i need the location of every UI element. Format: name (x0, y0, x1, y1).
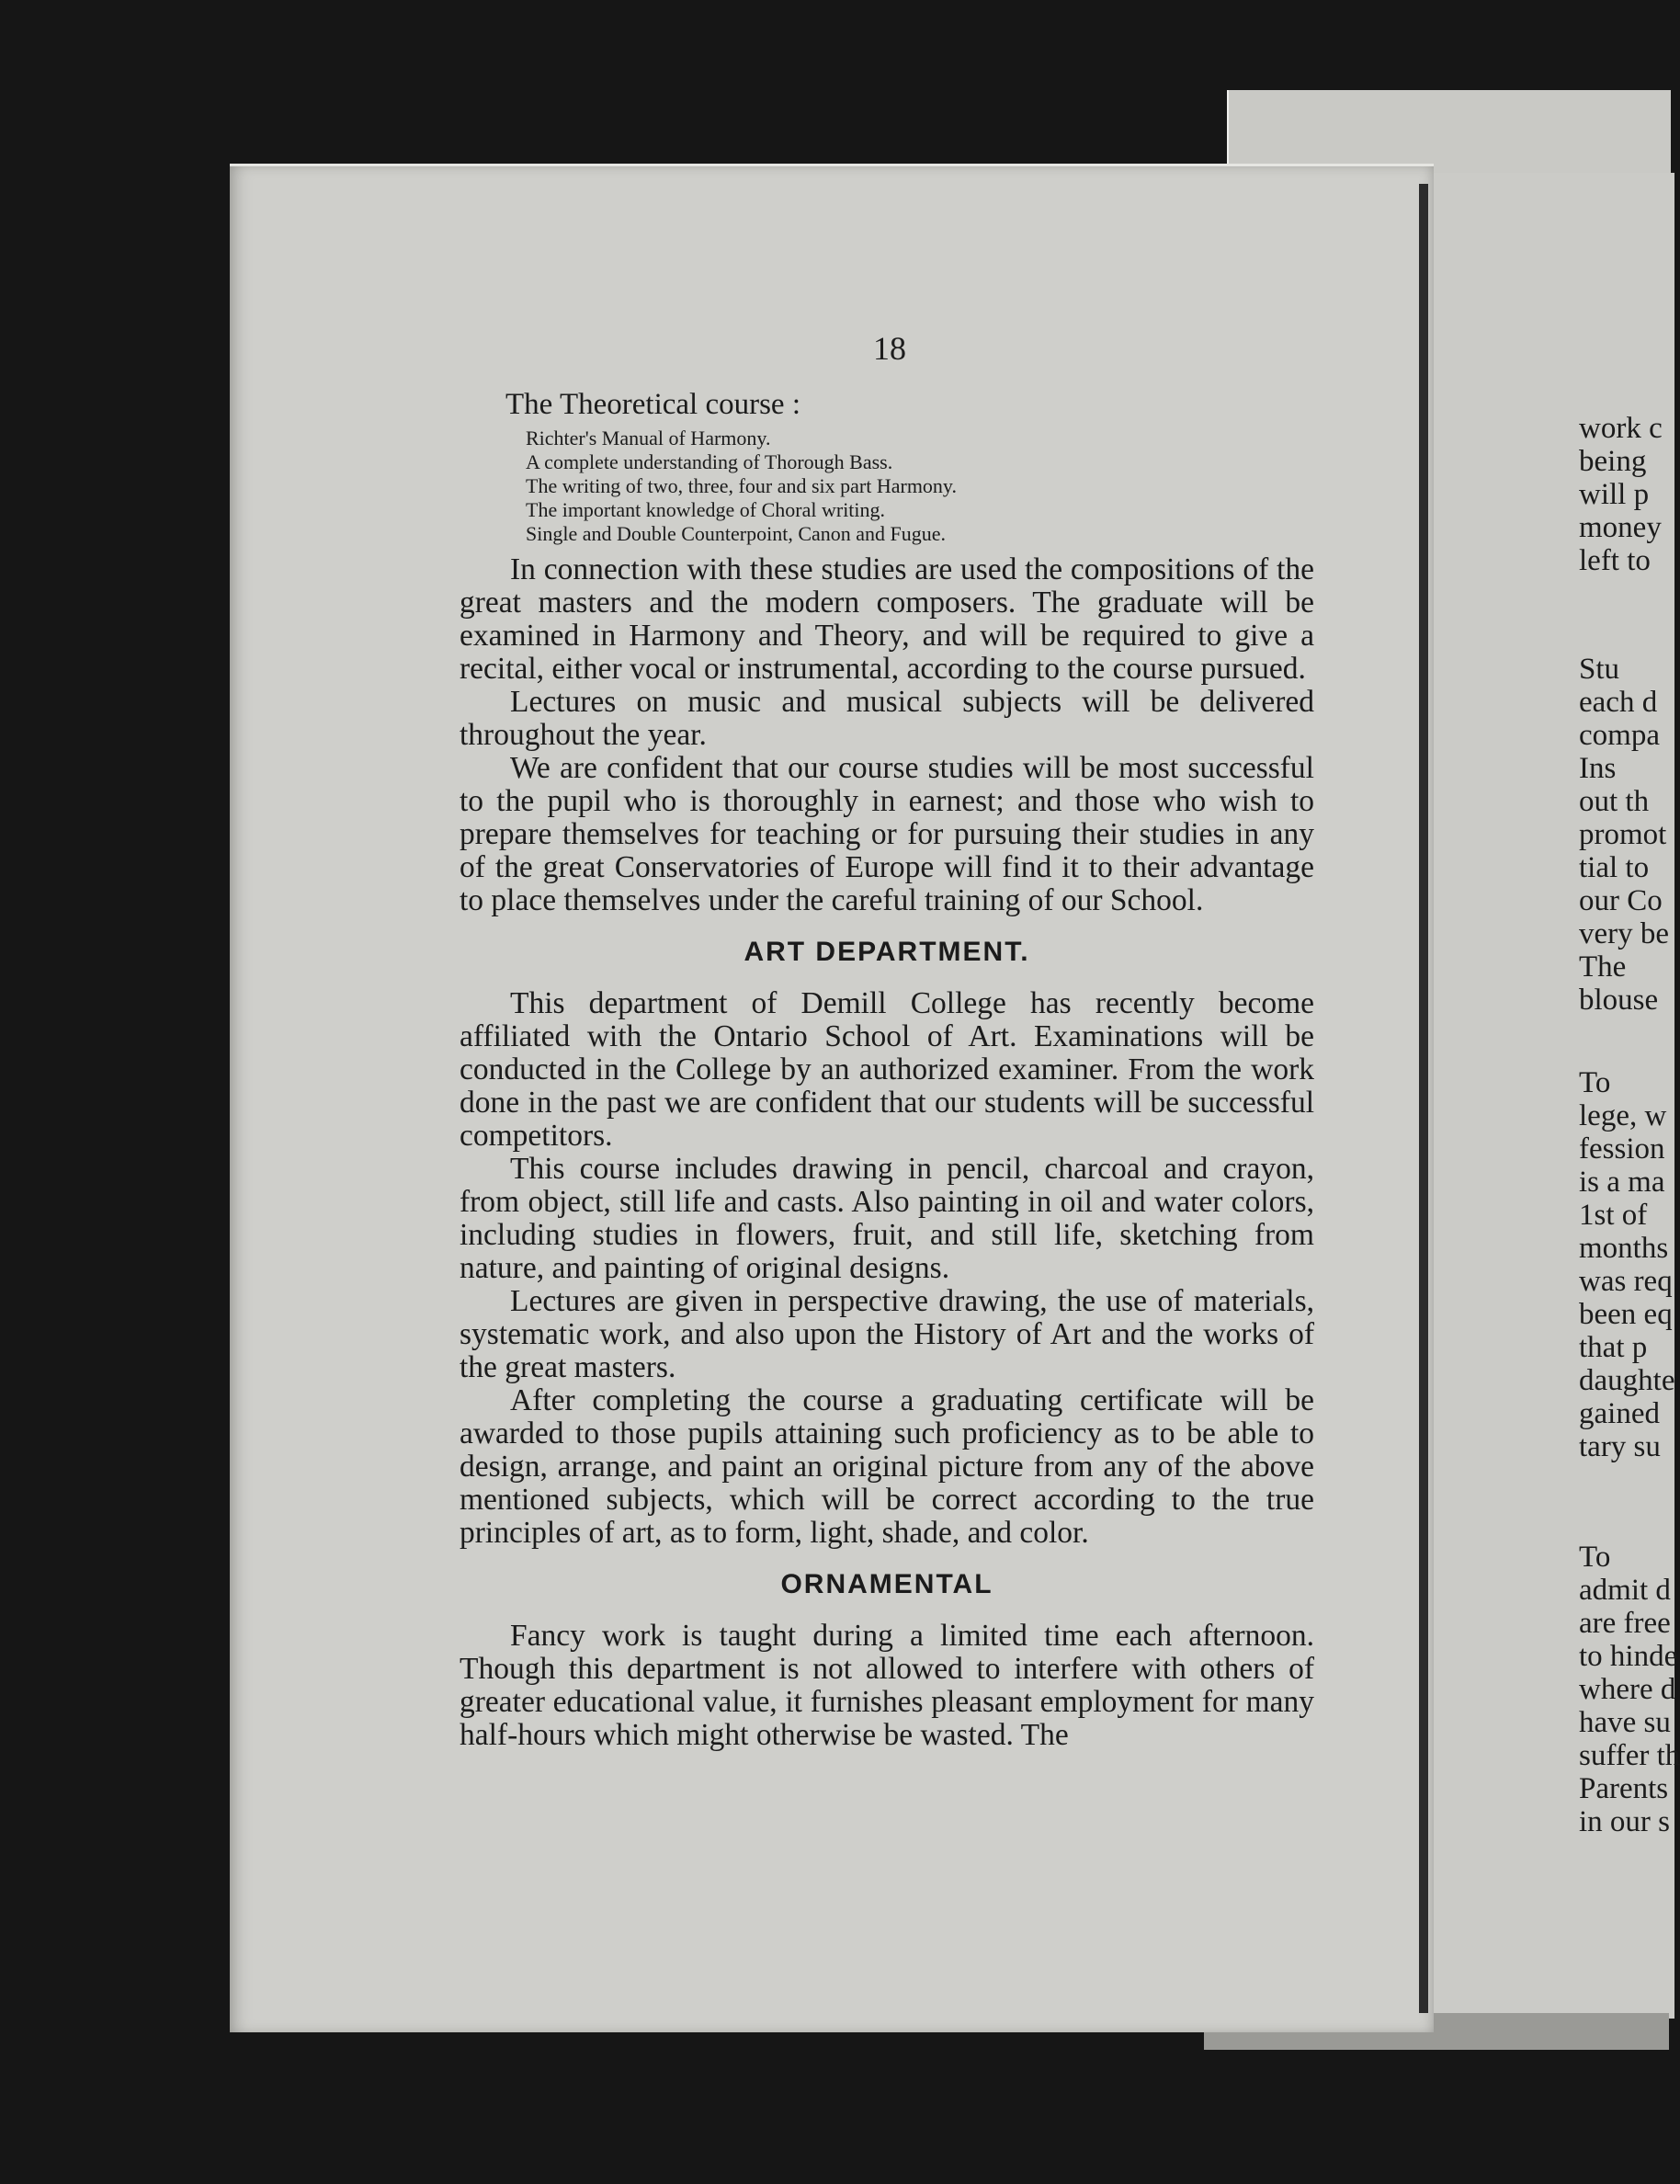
art-paragraph: Lectures are given in perspective drawing, the use of materials, systematic work, and also upon the History of Art and the works of the great masters. (460, 1284, 1314, 1384)
right-page-line: admit d (1579, 1574, 1671, 1607)
right-page-line: suffer th (1579, 1739, 1680, 1772)
right-page-line: The (1579, 950, 1627, 984)
right-page-line: tial to (1579, 851, 1650, 884)
right-page-line: 1st of (1579, 1199, 1648, 1232)
book-spine (1419, 184, 1428, 2013)
course-item: The writing of two, three, four and six part Harmony. (526, 474, 958, 497)
page-body (460, 388, 1314, 1752)
right-page-line: Ins (1579, 752, 1617, 785)
right-page-line: in our s (1579, 1805, 1670, 1838)
right-page-line: very be (1579, 917, 1670, 950)
course-item: Richter's Manual of Harmony. (526, 427, 771, 449)
art-paragraph: This course includes drawing in pencil, charcoal and crayon, from object, still life and casts. Also painting in oil and water colors, including studies in flowers, fruit, and still life, sketching from nature, and painting of original designs. (460, 1152, 1314, 1285)
right-page-line: months (1579, 1232, 1669, 1265)
theoretical-course-list (526, 427, 1314, 546)
right-page-line: money (1579, 511, 1662, 544)
right-page-line: tary su (1579, 1430, 1661, 1463)
right-page-line: been eq (1579, 1298, 1673, 1331)
right-page-line: Stu (1579, 653, 1620, 686)
right-page-line: work c (1579, 412, 1663, 445)
right-page-line: left to (1579, 544, 1651, 577)
right-page-line: To (1579, 1541, 1611, 1574)
right-page-line: each d (1579, 686, 1658, 719)
art-paragraph: After completing the course a graduating certificate will be awarded to those pupils attaining such proficiency as to be able to design, arrange, and paint an original picture from any of the above mentioned subjects, which will be correct according to the true principles of art, as to form, light, shade, and color. (460, 1383, 1314, 1550)
right-page-line: blouse (1579, 984, 1659, 1017)
right-page-line: being (1579, 445, 1647, 478)
right-page-line: compa (1579, 719, 1660, 752)
music-paragraph: Lectures on music and musical subjects will be delivered throughout the year. (460, 685, 1314, 752)
right-page-line: Parents (1579, 1772, 1669, 1805)
course-item: Single and Double Counterpoint, Canon and Fugue. (526, 522, 947, 545)
right-page-line: out th (1579, 785, 1650, 818)
right-page-line: To (1579, 1066, 1611, 1099)
right-page-line: fession (1579, 1132, 1665, 1166)
music-paragraph: In connection with these studies are used the compositions of the great masters and the modern composers. The graduate will be examined in Harmony and Theory, and will be required to give a recital, either vocal or instrumental, according to the course pursued. (460, 552, 1314, 686)
page-number: 18 (873, 330, 906, 367)
right-page-line: promot (1579, 818, 1667, 851)
right-page-line: daughte (1579, 1364, 1675, 1397)
right-page-line: that p (1579, 1331, 1648, 1364)
course-item: The important knowledge of Choral writing. (526, 498, 886, 521)
right-page-line: lege, w (1579, 1099, 1667, 1132)
right-page-line: gained (1579, 1397, 1660, 1430)
art-paragraph: This department of Demill College has recently become affiliated with the Ontario School of Art. Examinations will be conducted in the College by an authorized examiner. From the work done in the past we are confident that our students will be successful competitors. (460, 986, 1314, 1153)
theoretical-course-heading: The Theoretical course : (505, 388, 800, 421)
right-page-line: have su (1579, 1706, 1671, 1739)
right-page-line: our Co (1579, 884, 1663, 917)
right-page-line: to hinde (1579, 1640, 1678, 1673)
right-page-line: was req (1579, 1265, 1673, 1298)
right-page-line: where d (1579, 1673, 1676, 1706)
art-department-heading: ART DEPARTMENT. (744, 937, 1030, 967)
course-item: A complete understanding of Thorough Bass. (526, 450, 893, 473)
right-page-line: will p (1579, 478, 1650, 511)
right-page-line: is a ma (1579, 1166, 1665, 1199)
right-page-line: are free (1579, 1607, 1671, 1640)
ornamental-heading: ORNAMENTAL (780, 1569, 993, 1599)
music-paragraph: We are confident that our course studies will be most successful to the pupil who is thoroughly in earnest; and those who wish to prepare themselves for teaching or for pursuing their studies in any of the great Conservatories of Europe will find it to their advantage to place themselves under the careful training of our School. (460, 751, 1314, 917)
ornamental-paragraph: Fancy work is taught during a limited time each afternoon. Though this department is not allowed to interfere with others of greater educational value, it furnishes pleasant employment for many half-hours which might otherwise be wasted. The (460, 1619, 1314, 1752)
